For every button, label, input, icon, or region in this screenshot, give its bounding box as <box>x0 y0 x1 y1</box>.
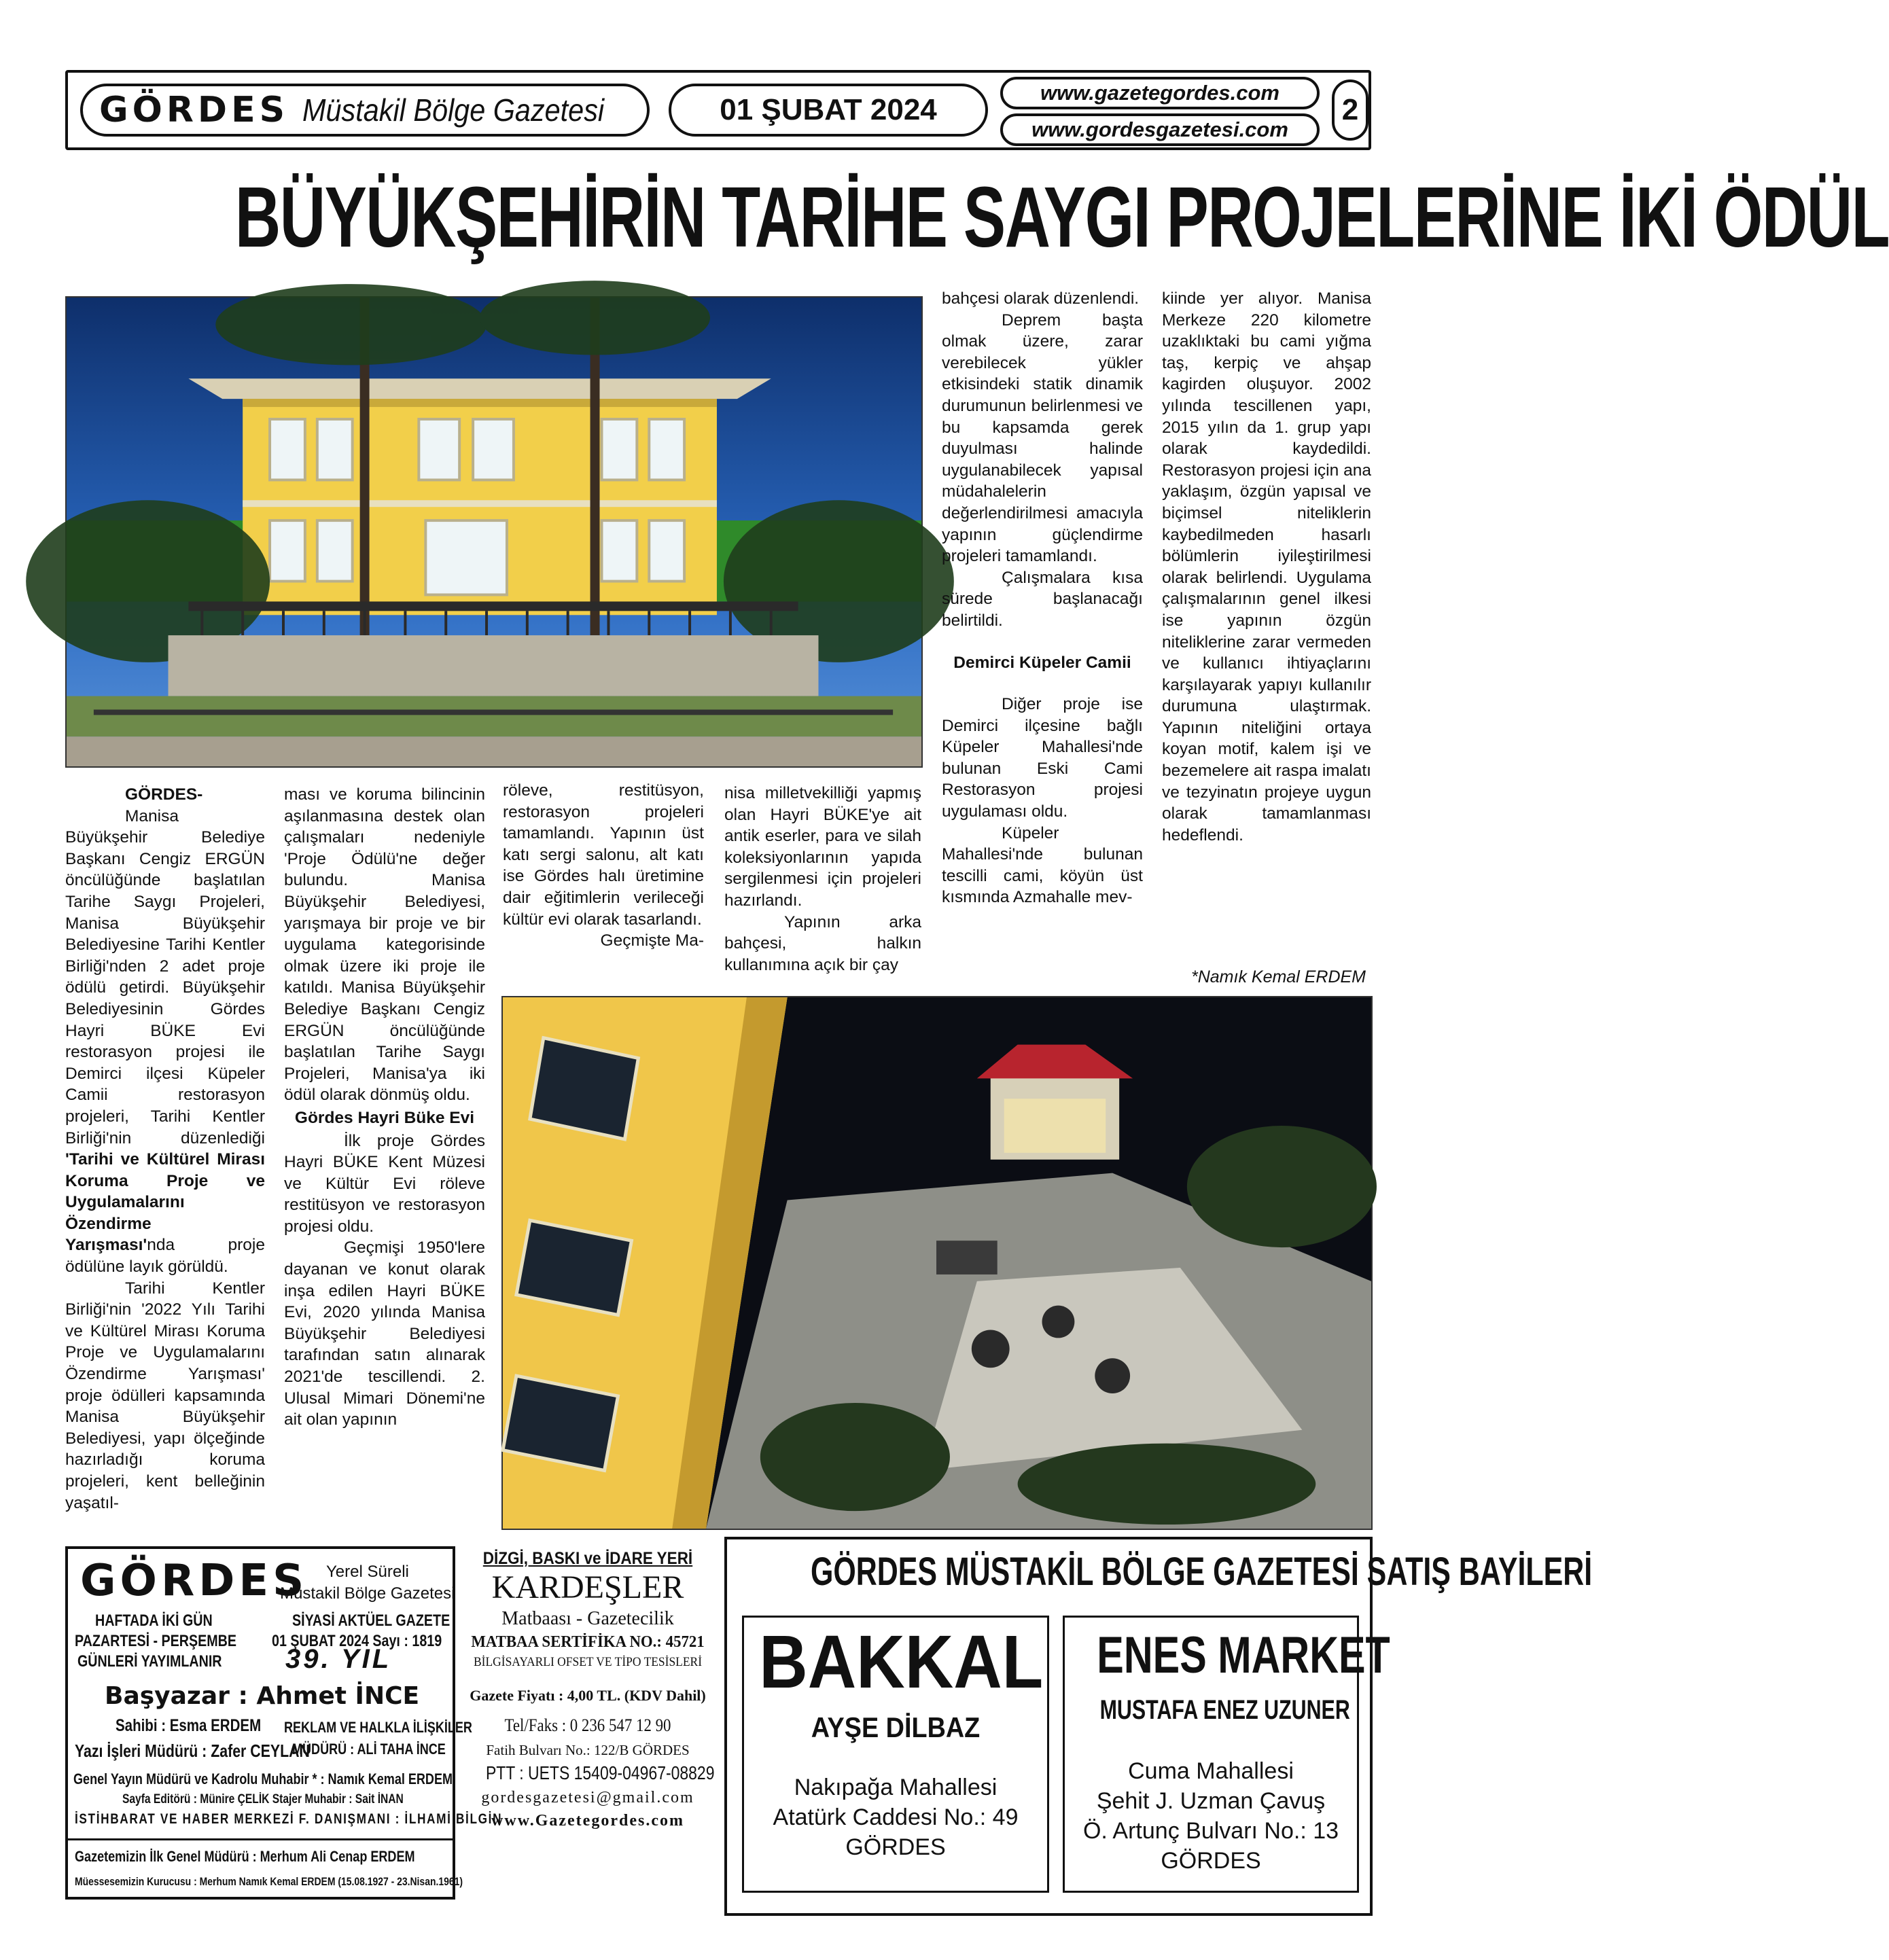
article-paragraph-2: Tarihi Kentler Birliği'nin '2022 Yılı Tarihi ve Kültürel Mirası Koruma Proje ve Uygulamalarını Özendirme Yarışması' proje ödülleri kapsamında Manisa Büyükşehir Belediyesi, yapı ölçeğinde hazırladığı koruma projeleri, kent belleğinin yaşatıl- <box>65 1279 265 1512</box>
headline: BÜYÜKŞEHİRİN TARİHE SAYGI PROJELERİNE İKİ ÖDÜL <box>234 169 1889 265</box>
article-paragraph-2-cont: ması ve koruma bilincinin aşılanmasına destek olan çalışmaları nedeniyle 'Proje Ödülü'ne değer bulundu. Manisa Büyükşehir Belediyesi, yarışmaya bir proje ve bir uygulama kategorisinde olmak üzere iki proje ile katıldı. Manisa Büyükşehir Belediye Başkanı Cengiz ERGÜN öncülüğünde başlatılan Tarihe Saygı Projeleri, Manisa'ya iki ödül olarak dönmüş oldu. <box>284 785 485 1105</box>
page-number: 2 <box>1332 79 1369 141</box>
printer-subtitle: Matbaası - Gazetecilik <box>501 1608 674 1629</box>
printer-name: KARDEŞLER <box>491 1569 684 1605</box>
dealer-2-owner: MUSTAFA ENEZ UZUNER <box>1099 1695 1350 1725</box>
printer-ptt: PTT : UETS 15409-04967-08829 <box>485 1762 715 1783</box>
article-paragraph-3: İlk proje Gördes Hayri BÜKE Kent Müzesi ve Kültür Evi röleve restitüsyon ve restorasyon projesi oldu. <box>284 1131 485 1236</box>
dealer-2-address-3: Ö. Artunç Bulvarı No.: 13 <box>1082 1818 1339 1844</box>
imprint-intelligence: İSTİHBARAT VE HABER MERKEZİ F. DANIŞMANI : İLHAMİ BİLGİN <box>75 1811 503 1827</box>
website-link-2[interactable]: www.gordesgazetesi.com <box>1000 113 1320 146</box>
imprint-box <box>65 1546 503 1900</box>
article-paragraph-7: Deprem başta olmak üzere, zarar verebilecek yükler etkisindeki statik dinamik durumunun belirlenmesi ve bu kapsamda gerek duyulması halinde uygulanabilecek yapısal müdahalelerin değerlendirilmesi amacıyla yapının güçlendirme projeleri tamamlandı. <box>942 310 1143 566</box>
article-paragraph-9: Diğer proje ise Demirci ilçesine bağlı Küpeler Mahallesi'nde bulunan Eski Cami Restorasyon projesi uygulaması oldu. <box>942 695 1143 821</box>
article-column-6 <box>1162 288 1371 846</box>
article-column-4 <box>724 783 921 976</box>
dealer-2-address-1: Cuma Mahallesi <box>1128 1758 1294 1784</box>
dealer-1-owner: AYŞE DİLBAZ <box>811 1711 981 1743</box>
article-column-5 <box>942 288 1143 908</box>
dealer-2-address-4: GÖRDES <box>1161 1848 1261 1874</box>
imprint-kind: SİYASİ AKTÜEL GAZETE <box>292 1611 451 1630</box>
article-paragraph-10: Küpeler Mahallesi'nde bulunan tescilli cami, köyün üst kısmında Azmahalle mev- <box>942 823 1143 907</box>
article-paragraph-6: Yapının arka bahçesi, halkın kullanımına açık bir çay <box>724 912 921 974</box>
printer-info <box>463 1546 715 1900</box>
imprint-type-2: Müstakil Bölge Gazetesi <box>280 1584 455 1603</box>
dealer-1-address-2: Atatürk Caddesi No.: 49 <box>773 1804 1019 1830</box>
dealer-2-address-2: Şehit J. Uzman Çavuş <box>1096 1788 1326 1814</box>
article-paragraph-5: Geçmişte Ma- <box>600 931 704 950</box>
p1-end: nda proje ödülüne layık görüldü. <box>65 1236 265 1277</box>
p1-bold: 'Tarihi ve Kültürel Mirası Koruma Proje ve Uygulamalarını Özendirme Yarışması' <box>65 1150 265 1255</box>
printer-certificate: MATBAA SERTİFİKA NO.: 45721 <box>471 1633 705 1651</box>
masthead <box>65 70 1371 150</box>
article-paragraph-1 <box>65 806 265 1278</box>
article-paragraph-4-cont: röleve, restitüsyon, restorasyon projeleri tamamlandı. Yapının üst katı sergi salonu, alt katı ise Gördes halı üretimine dair eğitimlerin verileceği kültür evi olarak tasarlandı. <box>503 781 704 929</box>
article-paragraph-6-cont: bahçesi olarak düzenlendi. <box>942 289 1140 308</box>
dealer-enes-market <box>1063 1616 1390 1893</box>
imprint-ads-1: REKLAM VE HALKLA İLİŞKİLER <box>284 1719 472 1736</box>
subhead-kupeler: Demirci Küpeler Camii <box>953 653 1131 672</box>
printer-price: Gazete Fiyatı : 4,00 TL. (KDV Dahil) <box>470 1687 706 1704</box>
imprint-general-manager: Genel Yayın Müdürü ve Kadrolu Muhabir * : Namık Kemal ERDEM <box>73 1770 453 1787</box>
photo-courtyard-night <box>501 996 1373 1530</box>
imprint-frequency-2: PAZARTESİ - PERŞEMBE <box>75 1632 237 1650</box>
article-paragraph-10-cont: kiinde yer alıyor. Manisa Merkeze 220 kilometre uzaklıktaki bu cami yığma taş, kerpiç ve ahşap kagirden oluşuyor. 2002 yılında tescillenen yapı, 2015 yılın da 1. grup yapı olarak kaydedildi. Restorasyon projesi için ana yaklaşım, özgün yapısal ve biçimsel niteliklerin kaybedilmeden hasarlı bölümlerin iyileştirilmesi olarak belirlendi. Uygulama çalışmalarının genel ilkesi ise yapının özgün niteliklerine zarar vermeden ve kullanıcı ihtiyaçlarını karşılayarak yapıyı kullanılır durumuna ulaştırmak. Yapının niteliğini ortaya koyan motif, kalem işi ve bezemelere ait raspa imalatı ve tezyinatın projeye uygun olarak tamamlanması hedeflendi. <box>1162 289 1371 844</box>
brand-subtitle: Müstakil Bölge Gazetesi <box>302 92 605 128</box>
printer-facility: BİLGİSAYARLI OFSET VE TİPO TESİSLERİ <box>473 1655 703 1669</box>
imprint-divider <box>68 1838 453 1840</box>
dealer-1-name: BAKKAL <box>759 1620 1044 1704</box>
article-column-1 <box>65 784 265 1514</box>
dealer-1-address-3: GÖRDES <box>845 1834 946 1860</box>
photo-hayri-buke-house <box>65 296 923 768</box>
imprint-frequency-3: GÜNLERİ YAYIMLANIR <box>77 1652 222 1671</box>
p1-text: Manisa Büyükşehir Belediye Başkanı Cengiz ERGÜN öncülüğünde başlatılan Tarihe Saygı Projeleri, Manisa Büyükşehir Belediyesine Tarihi Kentler Birliği'nden 2 adet proje ödülü getirdi. Büyükşehir Belediyesinin Gördes Hayri BÜKE Evi restorasyon projesi ile Demirci ilçesi Küpeler Camii restorasyon projeleri, Tarihi Kentler Birliği'nin düzenlediği <box>65 806 265 1147</box>
printer-website[interactable]: www.Gazetegordes.com <box>491 1812 684 1830</box>
imprint-type-1: Yerel Süreli <box>326 1563 409 1581</box>
imprint-frequency-1: HAFTADA İKİ GÜN <box>95 1611 213 1630</box>
imprint-year: 39. YIL <box>285 1644 392 1674</box>
article-column-2 <box>284 784 485 1431</box>
brand-name: GÖRDES <box>99 90 289 130</box>
dealer-2-name: ENES MARKET <box>1097 1626 1390 1684</box>
article-column-3 <box>503 780 704 952</box>
imprint-page-editor: Sayfa Editörü : Münire ÇELİK Stajer Muhabir : Sait İNAN <box>122 1792 404 1806</box>
article-paragraph-5-cont: nisa milletvekilliği yapmış olan Hayri BÜKE'ye ait antik eserler, para ve silah koleksiyonlarının yapıda sergilenmesi için projeleri hazırlandı. <box>724 784 921 910</box>
article-author: *Namık Kemal ERDEM <box>1191 967 1366 986</box>
printer-title: DİZGİ, BASKI ve İDARE YERİ <box>482 1549 693 1568</box>
imprint-editor: Yazı İşleri Müdürü : Zafer CEYLAN <box>75 1741 310 1761</box>
imprint-founder: Müessesemizin Kurucusu : Merhum Namık Kemal ERDEM (15.08.1927 - 23.Nisan.1961) <box>75 1875 463 1888</box>
imprint-issue: 01 ŞUBAT 2024 Sayı : 1819 <box>272 1632 442 1650</box>
article-dateline: GÖRDES- <box>125 785 203 804</box>
dealer-bakkal <box>742 1616 1049 1893</box>
printer-phone: Tel/Faks : 0 236 547 12 90 <box>504 1715 671 1735</box>
article-paragraph-4: Geçmişi 1950'lere dayanan ve konut olarak inşa edilen Hayri BÜKE Evi, 2020 yılında Manisa Büyükşehir Belediyesi tarafından satın alınarak 2021'de tescillendi. 2. Ulusal Mimari Dönemi'ne ait olan yapının <box>284 1239 485 1429</box>
website-link-1[interactable]: www.gazetegordes.com <box>1000 77 1320 109</box>
imprint-owner: Sahibi : Esma ERDEM <box>116 1716 262 1735</box>
imprint-ads-2: MÜDÜRÜ : ALİ TAHA İNCE <box>292 1741 446 1758</box>
imprint-chief: Başyazar : Ahmet İNCE <box>105 1682 420 1710</box>
dealer-1-address-1: Nakıpağa Mahallesi <box>794 1775 998 1800</box>
article-paragraph-8: Çalışmalara kısa sürede başlanacağı belirtildi. <box>942 568 1143 630</box>
imprint-first-gm: Gazetemizin İlk Genel Müdürü : Merhum Ali Cenap ERDEM <box>75 1848 415 1865</box>
dealers-title: GÖRDES MÜSTAKİL BÖLGE GAZETESİ SATIŞ BAYİLERİ <box>810 1550 1593 1594</box>
printer-address: Fatih Bulvarı No.: 122/B GÖRDES <box>486 1742 690 1758</box>
imprint-logo: GÖRDES <box>80 1556 308 1606</box>
masthead-brand <box>80 84 650 137</box>
dealers-box <box>724 1537 1593 1916</box>
printer-email[interactable]: gordesgazetesi@gmail.com <box>481 1789 694 1806</box>
subhead-hayri-buke: Gördes Hayri Büke Evi <box>294 1108 475 1127</box>
issue-date: 01 ŞUBAT 2024 <box>669 84 988 137</box>
